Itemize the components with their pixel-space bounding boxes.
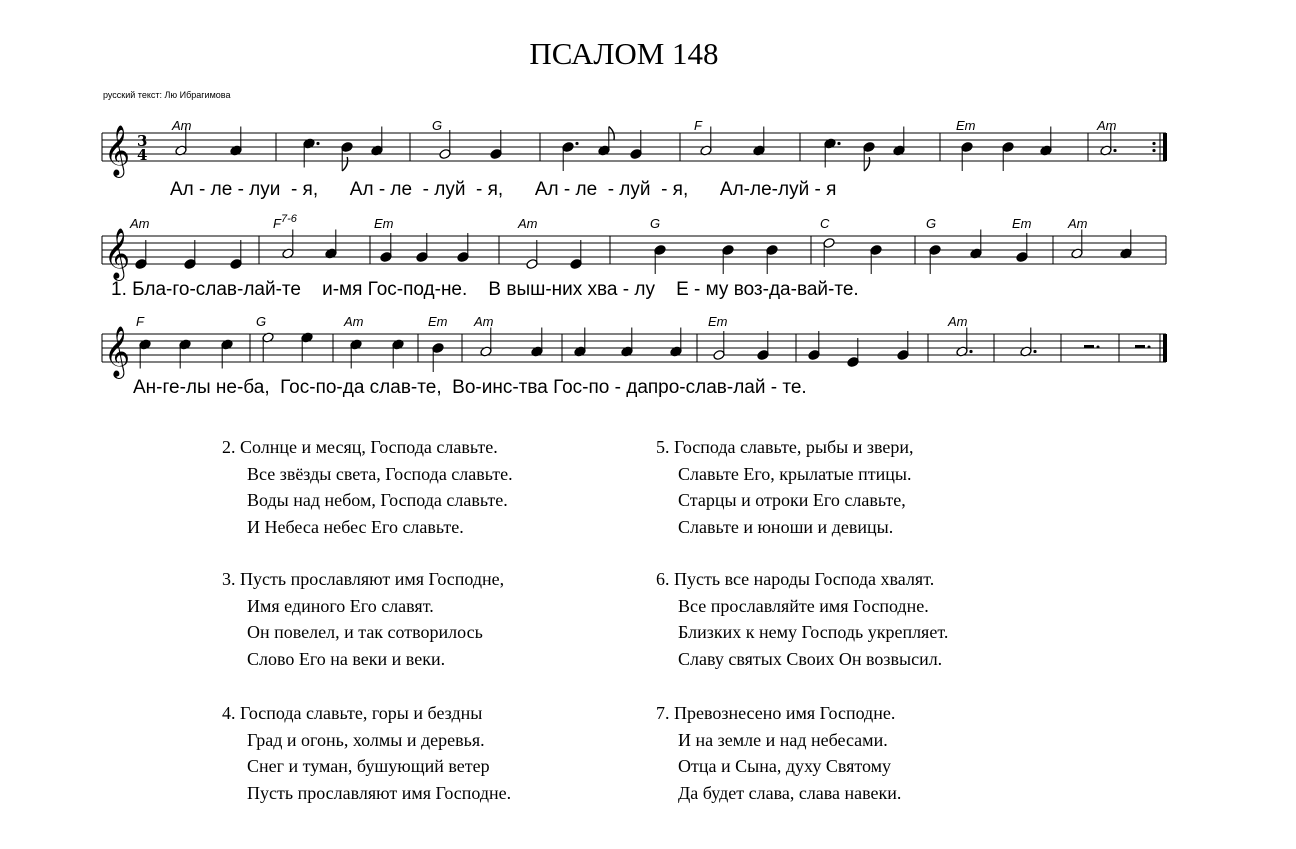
time-signature-bottom: 4 [137, 146, 148, 164]
chord-symbol: Am [344, 314, 364, 329]
music-score [0, 0, 1296, 420]
staff-system-3 [102, 314, 1167, 372]
augmentation-dot [575, 142, 578, 145]
augmentation-dot [969, 350, 972, 353]
chord-symbol: G [926, 216, 937, 231]
repeat-dot [1152, 149, 1155, 152]
augmentation-dot [1097, 346, 1100, 349]
verse-line: Отца и Сына, духу Святому [678, 756, 892, 776]
augmentation-dot [837, 142, 840, 145]
rest-icon [1084, 345, 1094, 348]
verse-line: Славу святых Своих Он возвысил. [678, 648, 943, 669]
staff-system-1 [102, 118, 1167, 171]
verse-3 [222, 566, 504, 672]
augmentation-dot [316, 142, 319, 145]
verse-line: Имя единого Его славят. [247, 595, 434, 616]
verse-5 [656, 434, 913, 540]
lyrics-credit: русский текст: Лю Ибрагимова [103, 90, 231, 100]
final-barline [1163, 334, 1167, 362]
chord-symbol: C [820, 216, 830, 231]
verse-line: И на земле и над небесами. [678, 729, 888, 750]
verse-line: Снег и туман, бушующий ветер [247, 756, 490, 776]
chord-symbol: Em [1012, 216, 1032, 231]
final-barline [1163, 133, 1167, 161]
chord-symbol: Em [956, 118, 976, 133]
note-flag [864, 157, 869, 171]
verse-line: 5. Господа славьте, рыбы и звери, [656, 437, 914, 457]
verse-6 [656, 566, 948, 672]
verse-line: 4. Господа славьте, горы и бездны [222, 703, 483, 723]
chord-symbol: Em [428, 314, 448, 329]
verse-line: Пусть прославляют имя Господне. [247, 782, 512, 803]
lyrics-line-3: Ан-ге-лы не-ба, Гос-по-да слав-те, Во-инс-тва Гос-по - дапро-слав-лай - те. [133, 377, 807, 398]
verse-line: 7. Превознесено имя Господне. [656, 703, 896, 723]
chord-symbol: Am [948, 314, 968, 329]
verse-line: Слово Его на веки и веки. [247, 648, 446, 669]
page-title: ПСАЛОМ 148 [529, 36, 719, 71]
augmentation-dot [1148, 346, 1151, 349]
chord-symbol: Am [130, 216, 150, 231]
chord-symbol: Em [374, 216, 394, 231]
chord-symbol: Am [1097, 118, 1117, 133]
rest-icon [1135, 345, 1145, 348]
staff-system-2 [102, 213, 1166, 274]
chord-symbol: Am [518, 216, 538, 231]
verse-4 [222, 700, 511, 806]
chord-symbol: Am [474, 314, 494, 329]
chord-symbol: G [432, 118, 443, 133]
verse-line: Воды над небом, Господа славьте. [247, 490, 508, 510]
treble-clef-icon: 𝄞 [104, 326, 131, 377]
chord-symbol: G [256, 314, 267, 329]
verse-line: И Небеса небес Его славьте. [247, 516, 464, 537]
lyrics-line-2: 1. Бла-го-слав-лай-те и-мя Гос-под-не. В выш-них хва - лу Е - му воз-да-вай-те. [111, 279, 859, 300]
lyrics-line-1: Ал - ле - луи - я, Ал - ле - луй - я, Ал - ле - луй - я, Ал-ле-луй - я [170, 179, 837, 200]
chord-symbol: Am [172, 118, 192, 133]
chord-symbol: F [136, 314, 144, 329]
verse-line: Близких к нему Господь укрепляет. [678, 622, 949, 642]
repeat-dot [1152, 142, 1155, 145]
verse-2 [222, 434, 513, 540]
chord-superscript: 7-6 [280, 213, 297, 225]
verse-7 [656, 700, 901, 806]
verse-line: Старцы и отроки Его славьте, [678, 490, 906, 510]
verse-line: Все звёзды света, Господа славьте. [247, 463, 513, 484]
chord-symbol: $F^{7-6}$ [273, 213, 297, 231]
time-signature-top: 3 [137, 132, 148, 150]
treble-clef-icon: 𝄞 [104, 228, 131, 279]
chord-symbol: G [650, 216, 661, 231]
chord-symbol: Am [1068, 216, 1088, 231]
verse-line: 2. Солнце и месяц, Господа славьте. [222, 437, 498, 457]
verse-line: Славьте Его, крылатые птицы. [678, 463, 912, 484]
verse-line: Град и огонь, холмы и деревья. [247, 729, 485, 750]
chord-symbol: Em [708, 314, 728, 329]
verse-line: Славьте и юноши и девицы. [678, 516, 894, 537]
verse-line: 6. Пусть все народы Господа хвалят. [656, 569, 935, 589]
verse-line: Он повелел, и так сотворилось [247, 622, 483, 642]
treble-clef-icon: 𝄞 [104, 125, 131, 176]
chord-symbol: F [694, 118, 702, 133]
verse-line: Все прославляйте имя Господне. [678, 595, 929, 616]
verse-line: Да будет слава, слава навеки. [678, 782, 902, 803]
augmentation-dot [1033, 350, 1036, 353]
augmentation-dot [1113, 149, 1116, 152]
verse-line: 3. Пусть прославляют имя Господне, [222, 569, 505, 589]
note-flag [342, 157, 347, 171]
